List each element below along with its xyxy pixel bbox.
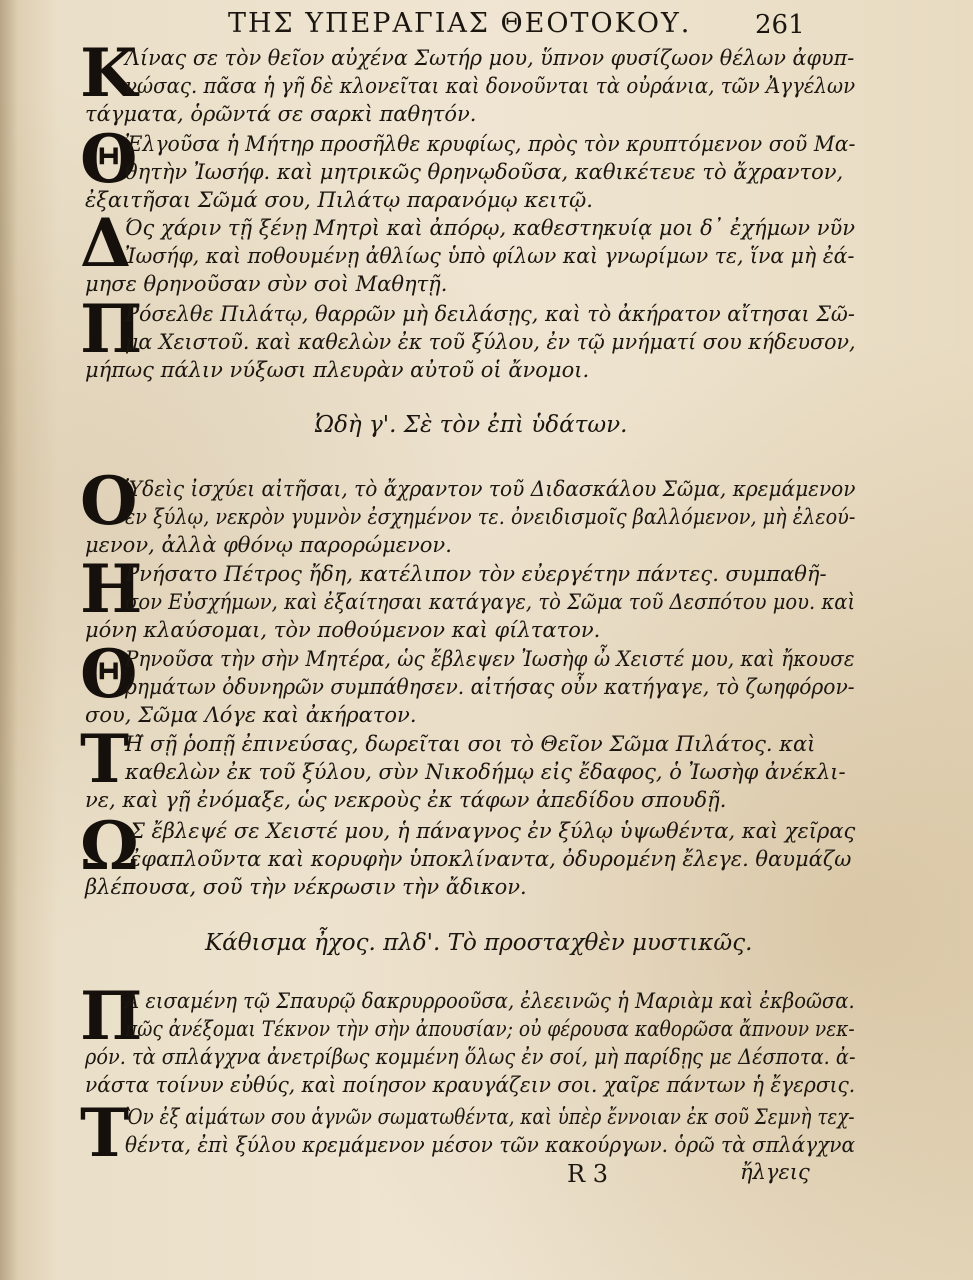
text-line: μήπως πάλιν νύξωσι πλευρὰν αὐτοῦ οἱ ἄνομοι. [85, 358, 590, 382]
text-line: Ἐλγοῦσα ἡ Μήτηρ προσῆλθε κρυφίως, πρὸς τὸν κρυπτόμενον σοῦ Μα- [125, 132, 856, 156]
signature-mark: R 3 [567, 1160, 608, 1188]
text-line: σον Εὐσχήμων, καὶ ἐξαίτησαι κατάγαγε, τὸ Σῶμα τοῦ Δεσπότου μου. καὶ [125, 590, 856, 614]
text-line: θητὴν Ἰωσήφ. καὶ μητρικῶς θρηνῳδοῦσα, καθικέτευε τὸ ἄχραντον, [125, 160, 844, 184]
text-line: μόνη κλαύσομαι, τὸν ποθούμενον καὶ φίλτατον. [85, 618, 601, 642]
text-line: Α εισαμένη τῷ Σπαυρῷ δακρυρροοῦσα, ἐλεεινῶς ἡ Μαριὰμ καὶ ἐκβοῶσα. [125, 989, 855, 1013]
text-line: Ρόσελθε Πιλάτῳ, θαρρῶν μὴ δειλάσῃς, καὶ τὸ ἀκήρατον αἴτησαι Σῶ- [125, 302, 855, 326]
text-line: Λίνας σε τὸν θεῖον αὐχένα Σωτήρ μου, ὕπνον φυσίζωον θέλων ἀφυπ- [125, 46, 855, 70]
drop-cap: Ο [80, 462, 138, 540]
text-line: τάγματα, ὁρῶντά σε σαρκὶ παθητόν. [85, 102, 477, 126]
drop-cap: Η [80, 550, 143, 628]
text-line: ἐν ξύλῳ, νεκρὸν γυμνὸν ἐσχημένον τε. ὀνειδισμοῖς βαλλόμενον, μὴ ἐλεού- [125, 505, 856, 529]
text-line: ρόν. τὰ σπλάγχνα ἀνετρίβως κομμένη ὅλως ἐν σοί, μὴ παρίδῃς με Δέσποτα. ἀ- [85, 1045, 856, 1069]
text-line: Ρηνοῦσα τὴν σὴν Μητέρα, ὡς ἔβλεψεν Ἰωσὴφ ὦ Χειστέ μου, καὶ ἤκουσε [125, 647, 855, 671]
text-line: μησε θρηνοῦσαν σὺν σοὶ Μαθητῇ. [85, 272, 448, 296]
text-line: μενον, ἀλλὰ φθόνῳ παρορώμενον. [85, 533, 452, 557]
text-line: Η̃ σῇ ῥοπῇ ἐπινεύσας, δωρεῖται σοι τὸ Θεῖον Σῶμα Πιλάτος. καὶ [125, 732, 816, 756]
text-line: ἐφαπλοῦντα καὶ κορυφὴν ὑποκλίναντα, ὀδυρομένη ἔλεγε. θαυμάζω [130, 847, 852, 871]
text-line: νε, καὶ γῇ ἐνόμαξε, ὡς νεκροὺς ἐκ τάφων ἀπεδίδου σπουδῇ. [85, 788, 727, 812]
drop-cap: Τ [80, 720, 130, 798]
drop-cap: Δ [80, 204, 132, 282]
text-line: Σ ἔβλεψέ σε Χειστέ μου, ἡ πάναγνος ἐν ξύλῳ ὑψωθέντα, καὶ χεῖρας [130, 819, 856, 843]
text-line: σου, Σῶμα Λόγε καὶ ἀκήρατον. [85, 703, 417, 727]
catchword: ἤλγεις [740, 1160, 810, 1184]
drop-cap: Ω [80, 807, 139, 885]
text-line: μα Χειστοῦ. καὶ καθελὼν ἐκ τοῦ ξύλου, ἐν τῷ μνήματί σου κήδευσον, [125, 330, 856, 354]
kathisma-heading: Κάθισμα ἦχος. πλδ'. Τὸ προσταχθὲν μυστικῶς. [205, 930, 753, 956]
drop-cap: Θ [80, 120, 138, 198]
drop-cap: Τ [80, 1094, 130, 1172]
text-line: πῶς ἀνέξομαι Τέκνον τὴν σὴν ἀπουσίαν; οὐ φέρουσα καθορῶσα ἄπνουν νεκ- [125, 1017, 855, 1041]
text-line: Ὸν ἐξ αἱμάτων σου ἁγνῶν σωματωθέντα, καὶ ὑπὲρ ἔννοιαν ἐκ σοῦ Σεμνὴ τεχ- [125, 1105, 855, 1129]
text-line: καθελὼν ἐκ τοῦ ξύλου, σὺν Νικοδήμῳ εἰς ἔδαφος, ὁ Ἰωσὴφ ἀνέκλι- [125, 760, 846, 784]
text-line: ἐξαιτῆσαι Σῶμά σου, Πιλάτῳ παρανόμῳ κειτῷ. [85, 188, 593, 212]
text-line: ῥημάτων ὀδυνηρῶν συμπάθησεν. αἰτήσας οὖν κατήγαγε, τὸ ζωηφόρον- [125, 675, 855, 699]
text-line: θέντα, ἐπὶ ξύλου κρεμάμενον μέσον τῶν κακούργων. ὁρῶ τὰ σπλάγχνα [125, 1133, 856, 1157]
page-number: 261 [755, 10, 805, 40]
drop-cap: Π [80, 290, 143, 368]
text-line: Ός χάριν τῇ ξένῃ Μητρὶ καὶ ἀπόρῳ, καθεστηκυίᾳ μοι δ᾽ ἐχήμων νῦν [125, 216, 856, 240]
drop-cap: Θ [80, 635, 138, 713]
text-line: Ρνήσατο Πέτρος ἤδη, κατέλιπον τὸν εὐεργέτην πάντες. συμπαθῆ- [125, 562, 827, 586]
drop-cap: Π [80, 977, 143, 1055]
text-line: νάστα τοίνυν εὐθύς, καὶ ποίησον κραυγάζειν σοι. χαῖρε πάντων ἡ ἔγερσις. [85, 1073, 856, 1097]
text-line: νώσας. πᾶσα ἡ γῆ δὲ κλονεῖται καὶ δονοῦνται τὰ οὐράνια, τῶν Ἀγγέλων [125, 74, 856, 98]
text-line: βλέπουσα, σοῦ τὴν νέκρωσιν τὴν ἄδικον. [85, 875, 527, 899]
text-line: Ὑδεὶς ἰσχύει αἰτῆσαι, τὸ ἄχραντον τοῦ Διδασκάλου Σῶμα, κρεμάμενον [125, 477, 856, 501]
drop-cap: Κ [80, 34, 138, 112]
running-title: ΤΗΣ ΥΠΕΡΑΓΙΑΣ ΘΕΟΤΟΚΟΥ. [228, 8, 692, 39]
ode-heading: Ὠδὴ γ'. Σὲ τὸν ἐπὶ ὑδάτων. [315, 412, 628, 438]
text-line: Ἰωσήφ, καὶ ποθουμένῃ ἀθλίως ὑπὸ φίλων καὶ γνωρίμων τε, ἵνα μὴ ἐά- [125, 244, 855, 268]
